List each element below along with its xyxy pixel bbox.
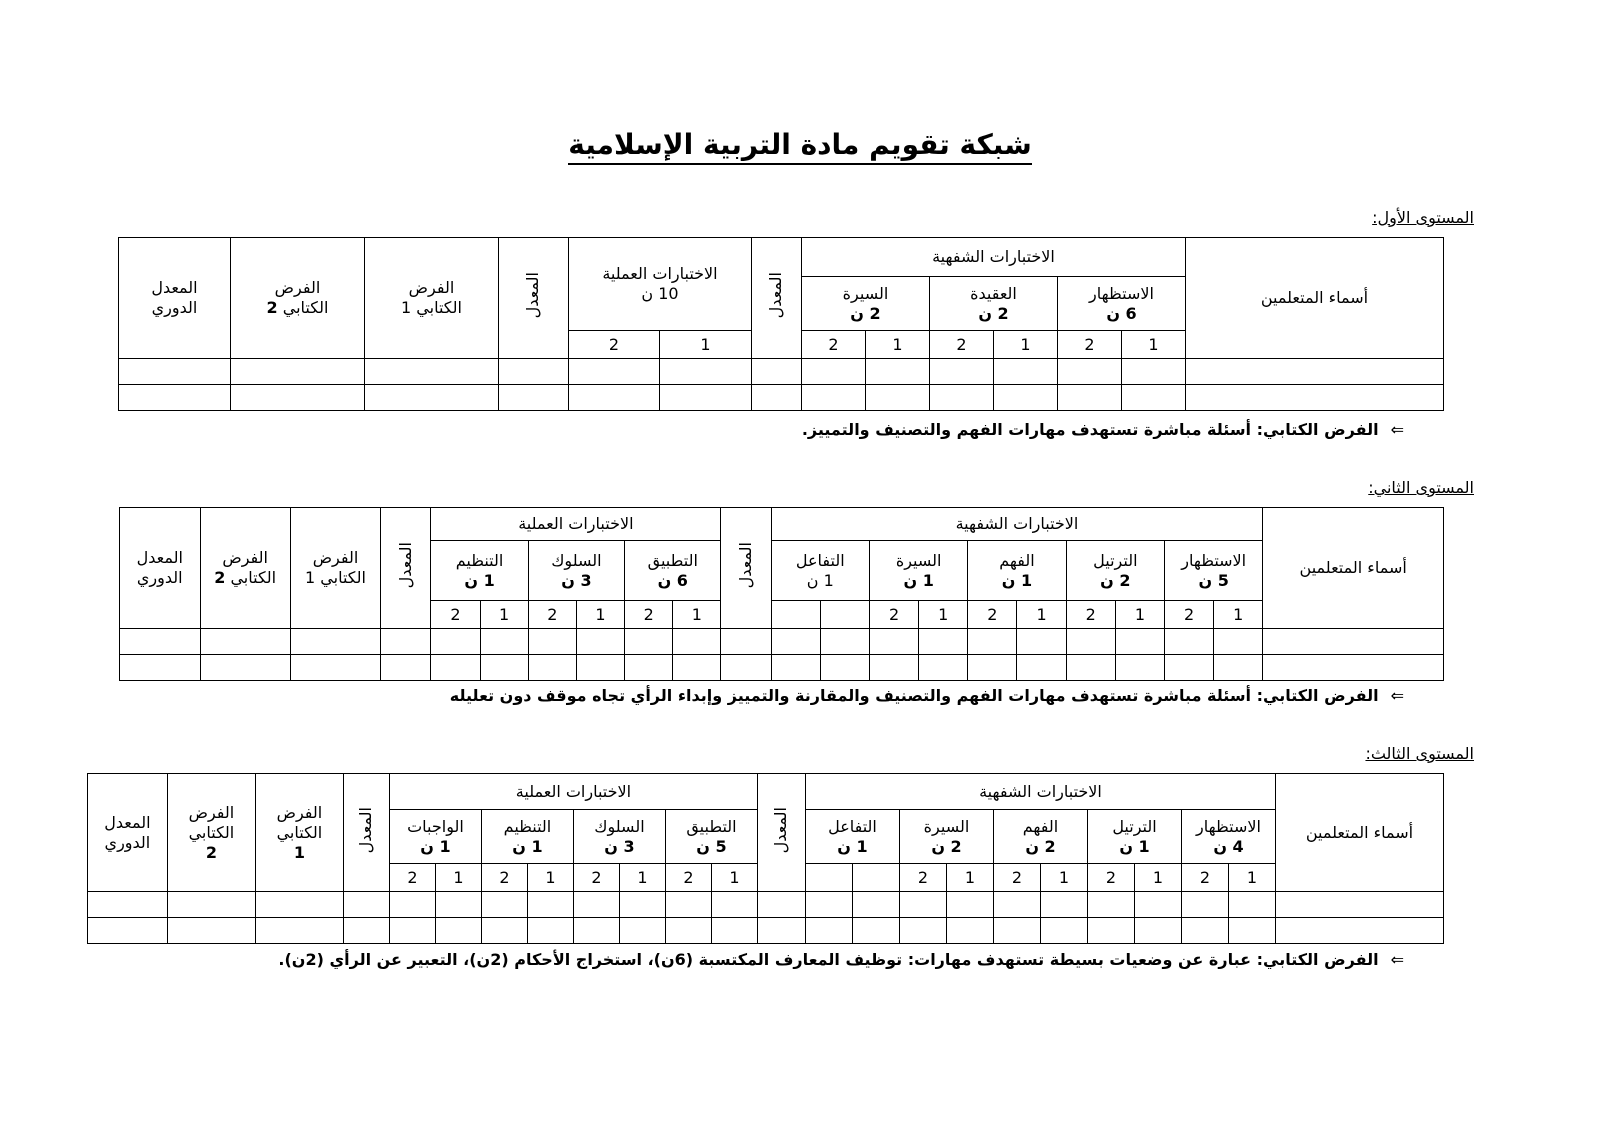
names-header: أسماء المتعلمين — [1276, 774, 1444, 892]
subject-memorization: الاستظهار 5 ن — [1165, 541, 1263, 601]
col-empty — [853, 864, 900, 892]
subject-sira: السيرة 2 ن — [801, 277, 929, 331]
col-2: 2 — [1066, 601, 1115, 629]
practical-tests-header: الاختبارات العملية 10 ن — [568, 238, 751, 331]
col-1: 1 — [576, 601, 624, 629]
col-empty — [771, 601, 820, 629]
col-2: 2 — [1182, 864, 1229, 892]
col-2: 2 — [568, 331, 659, 359]
col-1: 1 — [1229, 864, 1276, 892]
table-row — [87, 892, 1443, 918]
col-1: 1 — [619, 864, 665, 892]
table-row — [120, 655, 1444, 681]
level-1-table — [118, 237, 1444, 411]
col-1: 1 — [1017, 601, 1066, 629]
average-header: المعدل — [381, 508, 431, 629]
col-2: 2 — [528, 601, 576, 629]
col-2: 2 — [801, 331, 865, 359]
col-1: 1 — [994, 331, 1058, 359]
average-header: المعدل — [757, 774, 805, 892]
level-2-table — [119, 507, 1444, 681]
written-exam-2-header: الفرض الكتابي 2 — [167, 774, 255, 892]
col-2: 2 — [1165, 601, 1214, 629]
subject-behavior: السلوك 3 ن — [573, 810, 665, 864]
col-2: 2 — [481, 864, 527, 892]
table-row — [120, 629, 1444, 655]
average-header: المعدل — [498, 238, 568, 359]
average-header: المعدل — [751, 238, 801, 359]
subject-application: التطبيق 5 ن — [665, 810, 757, 864]
subject-interaction: التفاعل 1 ن — [771, 541, 869, 601]
subject-understanding: الفهم 1 ن — [968, 541, 1066, 601]
practical-tests-header: الاختبارات العملية — [431, 508, 721, 541]
col-2: 2 — [625, 601, 673, 629]
col-1: 1 — [919, 601, 968, 629]
col-2: 2 — [431, 601, 480, 629]
col-1: 1 — [673, 601, 721, 629]
practical-tests-header: الاختبارات العملية — [389, 774, 757, 810]
subject-organization: التنظيم 1 ن — [481, 810, 573, 864]
col-1: 1 — [659, 331, 751, 359]
level-3-note: ⇐الفرض الكتابي: عبارة عن وضعيات بسيطة تستهدف مهارات: توظيف المعارف المكتسبة (6ن)، استخراج الأحكام (2ن)، التعبير عن الرأي (2ن). — [278, 950, 1404, 969]
periodic-average-header: المعدل الدوري — [118, 238, 230, 359]
written-exam-1-header: الفرض الكتابي 1 — [364, 238, 498, 359]
written-exam-2-header: الفرض الكتابي 2 — [230, 238, 364, 359]
level-3-table — [87, 773, 1444, 944]
col-2: 2 — [968, 601, 1017, 629]
subject-creed: العقيدة 2 ن — [930, 277, 1058, 331]
col-2: 2 — [573, 864, 619, 892]
table-row — [87, 918, 1443, 944]
names-header: أسماء المتعلمين — [1263, 508, 1444, 629]
subject-recitation: الترتيل 1 ن — [1088, 810, 1182, 864]
average-header: المعدل — [343, 774, 389, 892]
col-1: 1 — [435, 864, 481, 892]
arrow-icon: ⇐ — [1390, 950, 1404, 969]
col-2: 2 — [665, 864, 711, 892]
subject-behavior: السلوك 3 ن — [528, 541, 624, 601]
col-2: 2 — [389, 864, 435, 892]
oral-tests-header: الاختبارات الشفهية — [771, 508, 1263, 541]
col-2: 2 — [930, 331, 994, 359]
names-header: أسماء المتعلمين — [1186, 238, 1444, 359]
subject-sira: السيرة 2 ن — [900, 810, 994, 864]
average-header: المعدل — [721, 508, 771, 629]
level-1-note: ⇐الفرض الكتابي: أسئلة مباشرة تستهدف مهارات الفهم والتصنيف والتمييز. — [801, 420, 1404, 439]
level-2-heading: المستوى الثاني: — [1368, 478, 1474, 497]
table-row — [118, 385, 1443, 411]
subject-interaction: التفاعل 1 ن — [805, 810, 899, 864]
col-1: 1 — [711, 864, 757, 892]
subject-sira: السيرة 1 ن — [869, 541, 967, 601]
subject-application: التطبيق 6 ن — [625, 541, 721, 601]
written-exam-2-header: الفرض الكتابي 2 — [200, 508, 290, 629]
subject-memorization: الاستظهار 6 ن — [1058, 277, 1186, 331]
periodic-average-header: المعدل الدوري — [120, 508, 201, 629]
col-1: 1 — [1135, 864, 1182, 892]
arrow-icon: ⇐ — [1390, 420, 1404, 439]
col-empty — [805, 864, 852, 892]
oral-tests-header: الاختبارات الشفهية — [801, 238, 1185, 277]
col-1: 1 — [480, 601, 528, 629]
written-exam-1-header: الفرض الكتابي 1 — [290, 508, 380, 629]
table-row — [118, 359, 1443, 385]
col-1: 1 — [1041, 864, 1088, 892]
col-1: 1 — [1115, 601, 1164, 629]
subject-memorization: الاستظهار 4 ن — [1182, 810, 1276, 864]
page-title: شبكة تقويم مادة التربية الإسلامية — [0, 128, 1600, 161]
level-1-heading: المستوى الأول: — [1372, 208, 1474, 227]
col-1: 1 — [947, 864, 994, 892]
col-1: 1 — [1122, 331, 1186, 359]
subject-organization: التنظيم 1 ن — [431, 541, 528, 601]
col-1: 1 — [866, 331, 930, 359]
periodic-average-header: المعدل الدوري — [87, 774, 167, 892]
col-1: 1 — [1214, 601, 1263, 629]
subject-recitation: الترتيل 2 ن — [1066, 541, 1164, 601]
col-empty — [820, 601, 869, 629]
col-2: 2 — [1088, 864, 1135, 892]
subject-understanding: الفهم 2 ن — [994, 810, 1088, 864]
arrow-icon: ⇐ — [1390, 686, 1404, 705]
level-2-note: ⇐الفرض الكتابي: أسئلة مباشرة تستهدف مهارات الفهم والتصنيف والمقارنة والتمييز وإبداء الرأي تجاه موقف دون تعليله — [449, 686, 1404, 705]
oral-tests-header: الاختبارات الشفهية — [805, 774, 1275, 810]
col-2: 2 — [1058, 331, 1122, 359]
col-2: 2 — [994, 864, 1041, 892]
col-2: 2 — [869, 601, 918, 629]
subject-homework: الواجبات 1 ن — [389, 810, 481, 864]
written-exam-1-header: الفرض الكتابي 1 — [255, 774, 343, 892]
level-3-heading: المستوى الثالث: — [1365, 744, 1474, 763]
col-1: 1 — [527, 864, 573, 892]
col-2: 2 — [900, 864, 947, 892]
